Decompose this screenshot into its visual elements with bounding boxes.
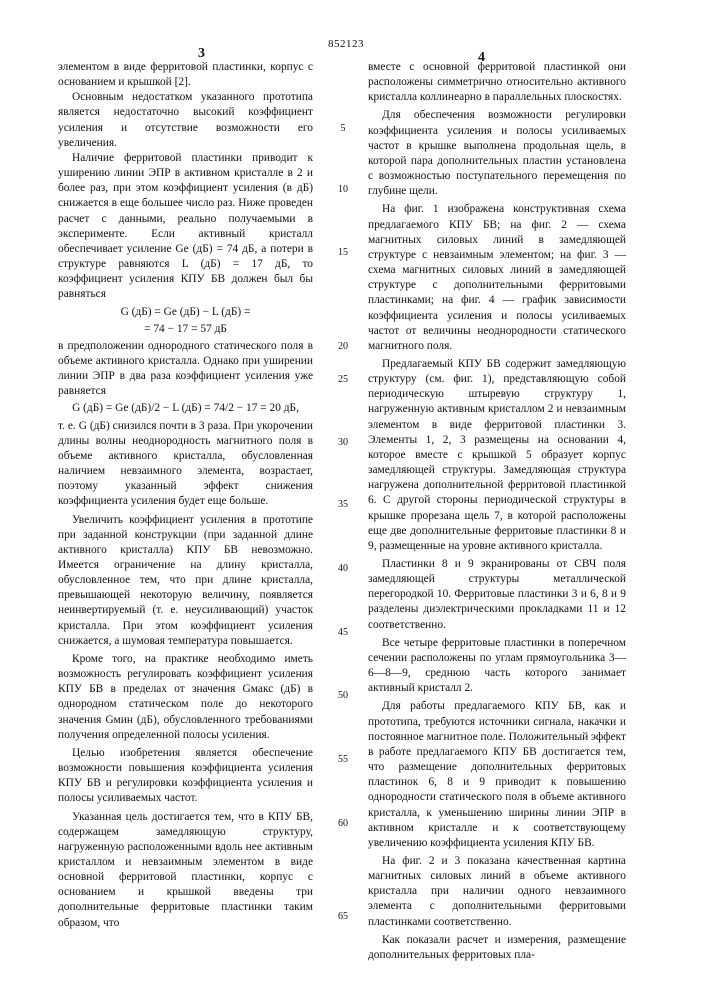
- paragraph: На фиг. 1 изображена конструктивная схема предлагаемого КПУ БВ; на фиг. 2 — схема магнитных силовых линий в замедляющей структуре с невзаимным элементом; на фиг. 3 — схема магнитных силовых линий в замедляющей структуре с дополнительными ферритовыми пластинками; на фиг. 4 — график зависимости коэффициента усиления и полосы усиливаемых частот от величины неоднородности статического магнитного поля.: [368, 202, 626, 354]
- document-number: 852123: [328, 38, 364, 50]
- line-number: 20: [334, 341, 352, 352]
- paragraph: Основным недостатком указанного прототипа является недостаточно высокий коэффициент усиления и отсутствие возможности его увеличения.: [58, 90, 313, 151]
- right-column: [368, 60, 626, 963]
- paragraph: элементом в виде ферритовой пластинки, корпус с основанием и крышкой [2].: [58, 60, 313, 90]
- paragraph: Увеличить коэффициент усиления в прототипе при заданной конструкции (при заданной длине активного кристалла) КПУ БВ невозможно. Имеется ограничение на длину кристалла, обусловленное тем, что при длине кристалла, превышающей некоторую величину, появляется неинвертируемый (т. е. неусиливающий) участок кристалла. При этом коэффициент усиления снижается, а шумовая температура повышается.: [58, 513, 313, 649]
- paragraph: в предположении однородного статического поля в объеме активного кристалла. Однако при уширении линии ЭПР в два раза коэффициент усиления уже равняется: [58, 339, 313, 400]
- line-number: 15: [334, 247, 352, 258]
- formula-gain-line2: = 74 − 17 = 57 дБ: [58, 322, 313, 337]
- paragraph: Наличие ферритовой пластинки приводит к уширению линии ЭПР в активном кристалле в 2 и более раз, при этом коэффициент усиления (в дБ) снижается в еще большее число раз. Ниже проведен расчет с данными, реально получаемыми в эксперименте. Если активный кристалл обеспечивает усиление Ge (дБ) = 74 дБ, а потери в структуре равняются L (дБ) = 17 дБ, то коэффициент усиления КПУ БВ должен был бы равняться: [58, 151, 313, 303]
- paragraph: Для обеспечения возможности регулировки коэффициента усиления и полосы усиливаемых частот в крышке выполнена продольная щель, в которой пара дополнительных пластин установлена с возможностью поступательного перемещения по глубине щели.: [368, 108, 626, 199]
- paragraph: вместе с основной ферритовой пластинкой они расположены симметрично относительно активного кристалла коллинеарно в параллельных плоскостях.: [368, 60, 626, 105]
- page-number-left: 3: [198, 46, 205, 62]
- line-number: 5: [334, 123, 352, 134]
- left-column: [58, 60, 313, 931]
- line-number: 25: [334, 374, 352, 385]
- line-number: 50: [334, 690, 352, 701]
- line-number: 40: [334, 563, 352, 574]
- paragraph: т. е. G (дБ) снизился почти в 3 раза. При укорочении длины волны неоднородность магнитного поля в объеме активного кристалла, обусловленная наличием невзаимного элемента, возрастает, поэтому указанный эффект снижения коэффициента усиления будет еще больше.: [58, 419, 313, 510]
- line-number: 10: [334, 184, 352, 195]
- paragraph: Кроме того, на практике необходимо иметь возможность регулировать коэффициент усиления КПУ БВ в пределах от значения Gмакс (дБ) в однородном статическом поле до некоторого значения Gмин (дБ), обусловленного требованиями получения определенной полосы усиления.: [58, 652, 313, 743]
- paragraph: Предлагаемый КПУ БВ содержит замедляющую структуру (см. фиг. 1), представляющую собой периодическую штыревую структуру 1, нагруженную активным кристаллом 2 и невзаимным элементом в виде ферритовой пластинки 3. Элементы 1, 2, 3 размещены на основании 4, которое вместе с крышкой 5 образует корпус замедляющей структуры. Замедляющая структура нагружена дополнительной ферритовой пластинкой 6. С другой стороны периодической структуры в крышке прорезана щель 7, в которой расположены еще две дополнительные ферритовые пластинки 8 и 9, размещенные на уровне активного кристалла.: [368, 357, 626, 554]
- line-number: 65: [334, 911, 352, 922]
- page-number-right: 4: [478, 50, 485, 66]
- line-number: 45: [334, 627, 352, 638]
- line-number: 30: [334, 437, 352, 448]
- paragraph: Как показали расчет и измерения, размещение дополнительных ферритовых пла-: [368, 933, 626, 963]
- paragraph: Все четыре ферритовые пластинки в поперечном сечении расположены по углам прямоугольника 3—6—8—9, среднюю часть которого занимает активный кристалл 2.: [368, 636, 626, 697]
- line-number: 35: [334, 499, 352, 510]
- line-number: 55: [334, 754, 352, 765]
- line-number: 60: [334, 818, 352, 829]
- paragraph: Пластинки 8 и 9 экранированы от СВЧ поля замедляющей структуры металлической перегородкой 10. Ферритовые пластинки 3 и 6, 8 и 9 разделены диэлектрическими прокладками 11 и 12 соответственно.: [368, 557, 626, 633]
- formula-gain-broadened: G (дБ) = Ge (дБ)/2 − L (дБ) = 74/2 − 17 = 20 дБ,: [58, 401, 313, 416]
- paragraph: Целью изобретения является обеспечение возможности повышения коэффициента усиления КПУ БВ и регулировки коэффициента усиления и полосы усиливаемых частот.: [58, 746, 313, 807]
- paragraph: Для работы предлагаемого КПУ БВ, как и прототипа, требуются источники сигнала, накачки и постоянное магнитное поле. Положительный эффект в работе предлагаемого КПУ БВ достигается тем, что размещение дополнительных ферритовых пластинок 6, 8 и 9 приводит к повышению однородности статического поля в объеме активного кристалла, к уменьшению ширины линии ЭПР в активном кристалле и к соответствующему увеличению коэффициента усиления КПУ БВ.: [368, 699, 626, 851]
- paragraph: Указанная цель достигается тем, что в КПУ БВ, содержащем замедляющую структуру, нагруженную расположенными вдоль нее активным кристаллом и невзаимным элементом в виде основной ферритовой пластинки, корпус с основанием и крышкой введены три дополнительные ферритовые пластинки таким образом, что: [58, 810, 313, 931]
- formula-gain-line1: G (дБ) = Ge (дБ) − L (дБ) =: [58, 305, 313, 320]
- paragraph: На фиг. 2 и 3 показана качественная картина магнитных силовых линий в объеме активного кристалла при наличии одного невзаимного элемента с дополнительными ферритовыми пластинками соответственно.: [368, 854, 626, 930]
